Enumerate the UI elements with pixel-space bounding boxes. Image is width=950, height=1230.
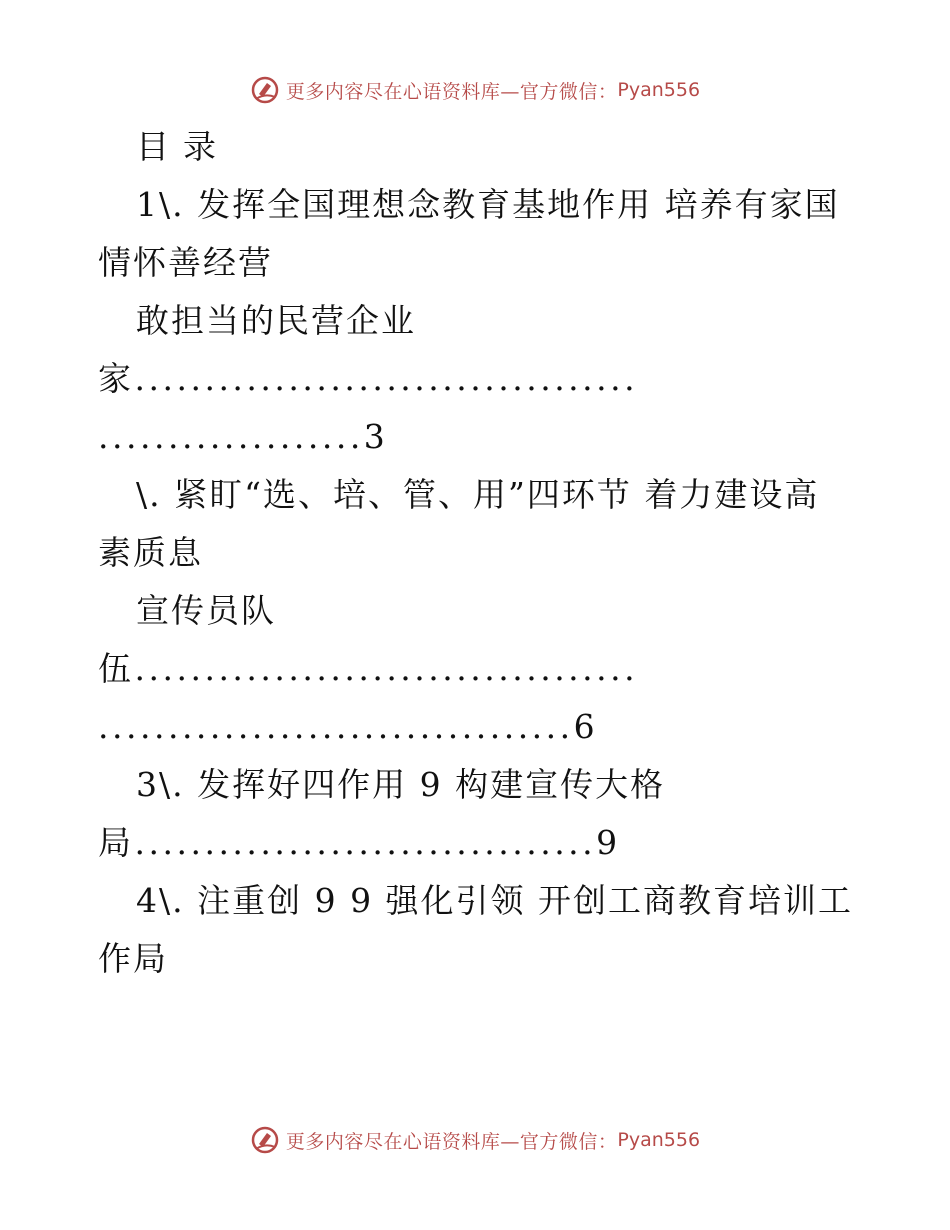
- toc-entry-1-line-1: 1\. 发挥全国理想念教育基地作用 培养有家国: [136, 185, 840, 224]
- watermark-wechat-id: Pyan556: [617, 1129, 701, 1151]
- toc-entry-1-line-3: 敢担当的民营企业: [136, 301, 416, 340]
- toc-entry-2-line-3: 宣传员队: [136, 591, 276, 630]
- toc-entry-3-page: 局.................................9: [98, 823, 621, 862]
- toc-entry-2-line-2: 素质息: [98, 533, 203, 572]
- brand-logo-icon: [250, 75, 280, 105]
- toc-entry-2-page: ..................................6: [98, 707, 599, 746]
- footer-watermark: [0, 1120, 950, 1160]
- watermark-text: 更多内容尽在心语资料库—官方微信：: [285, 80, 618, 103]
- watermark-wechat-id: Pyan556: [617, 79, 701, 101]
- toc-title: 目录: [136, 127, 230, 166]
- header-watermark: [0, 70, 950, 110]
- toc-entry-3-line-1: 3\. 发挥好四作用 9 构建宣传大格: [136, 765, 666, 804]
- toc-entry-2-leader: 伍....................................: [98, 649, 639, 688]
- toc-entry-4-line-1: 4\. 注重创 9 9 强化引领 开创工商教育培训工: [136, 881, 854, 920]
- table-of-contents: [98, 118, 858, 988]
- toc-entry-1-line-2: 情怀善经营: [98, 243, 273, 282]
- watermark-text: 更多内容尽在心语资料库—官方微信：: [285, 1130, 618, 1153]
- toc-entry-4-line-2: 作局: [98, 939, 168, 978]
- brand-logo-icon: [250, 1125, 280, 1155]
- toc-entry-1-leader: 家....................................: [98, 359, 639, 398]
- toc-entry-2-line-1: \. 紧盯“选、培、管、用”四环节 着力建设高: [136, 475, 820, 514]
- toc-entry-1-page: ...................3: [98, 417, 389, 456]
